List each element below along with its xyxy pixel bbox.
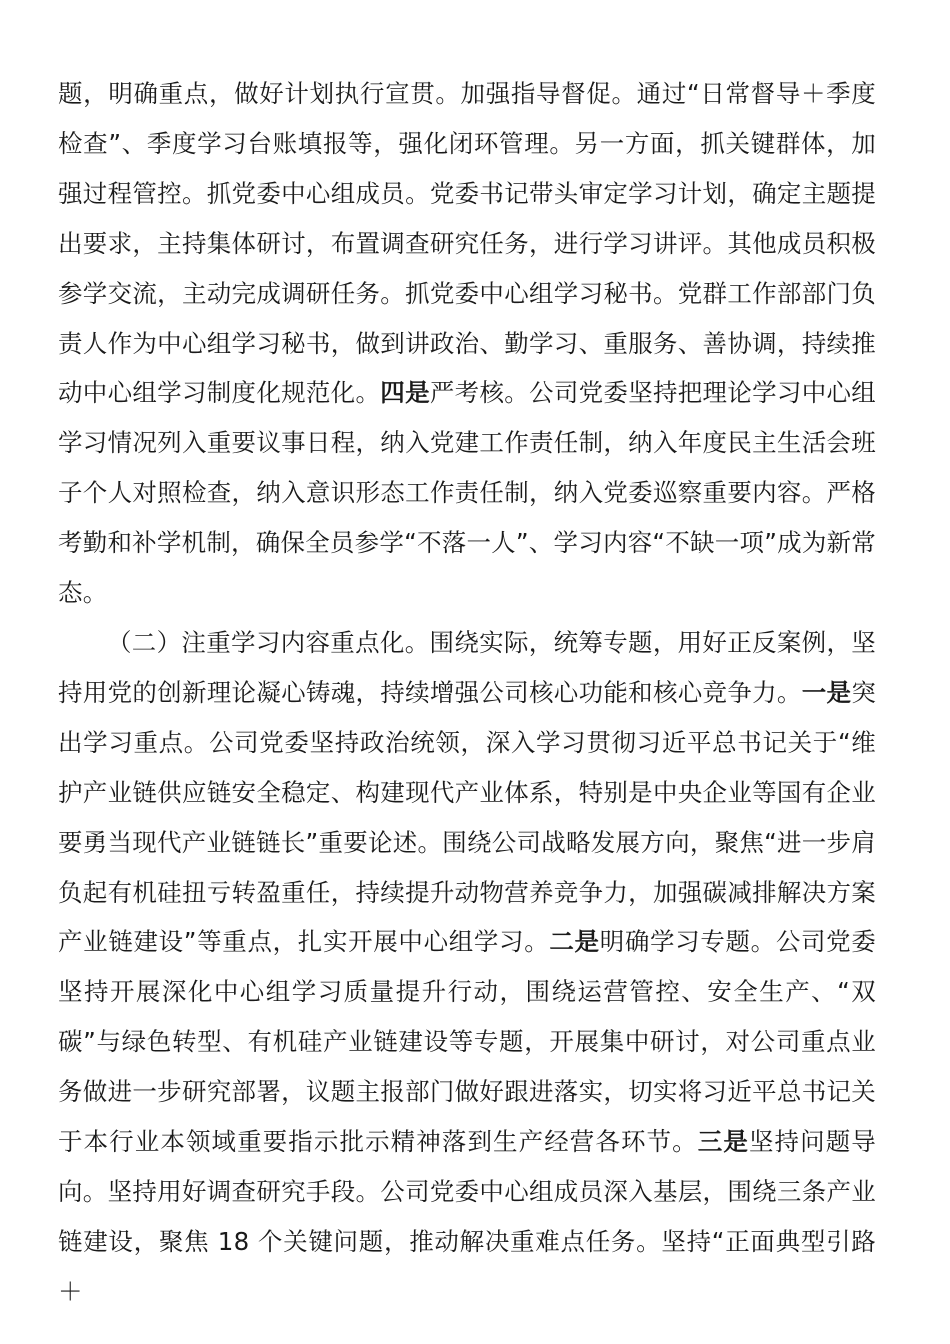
document-page	[58, 69, 876, 1317]
paragraph-1-keyword-siis: 四是	[380, 378, 430, 408]
paragraph-1-text-cont: 严考核。公司党委坚持把理论学习中心组学习情况列入重要议事日程，纳入党建工作责任制，纳入年度民主生活会班子个人对照检查，纳入意识形态工作责任制，纳入党委巡察重要内容。严格考勤和补学机制，确保全员参学“不落一人”、学习内容“不缺一项”成为新常态。	[58, 378, 877, 608]
paragraph-2	[58, 618, 876, 1317]
paragraph-2-text-c: 坚持问题导向。坚持用好调查研究手段。公司党委中心组成员深入基层，围绕三条产业链建设，聚焦 18 个关键问题，推动解决重难点任务。坚持“正面典型引路＋	[58, 1127, 876, 1306]
paragraph-1-text: 题，明确重点，做好计划执行宣贯。加强指导督促。通过“日常督导＋季度检查”、季度学习台账填报等，强化闭环管理。另一方面，抓关键群体，加强过程管控。抓党委中心组成员。党委书记带头审定学习计划，确定主题提出要求，主持集体研讨，布置调查研究任务，进行学习讲评。其他成员积极参学交流，主动完成调研任务。抓党委中心组学习秘书。党群工作部部门负责人作为中心组学习秘书，做到讲政治、勤学习、重服务、善协调，持续推动中心组学习制度化规范化。	[58, 79, 876, 408]
paragraph-2-text-b: 明确学习专题。公司党委坚持开展深化中心组学习质量提升行动，围绕运营管控、安全生产、“双碳”与绿色转型、有机硅产业链建设等专题，开展集中研讨，对公司重点业务做进一步研究部署，议题主报部门做好跟进落实，切实将习近平总书记关于本行业本领域重要指示批示精神落到生产经营各环节。	[58, 927, 876, 1157]
paragraph-2-keyword-yishi: 一是	[801, 677, 852, 707]
paragraph-2-keyword-sanshi: 三是	[697, 1127, 749, 1157]
paragraph-2-heading-text: （二）注重学习内容重点化。围绕实际，统筹专题，用好正反案例，坚持用党的创新理论凝心铸魂，持续增强公司核心功能和核心竞争力。	[58, 627, 876, 707]
paragraph-2-keyword-ershi: 二是	[549, 927, 600, 957]
paragraph-2-text-a: 突出学习重点。公司党委坚持政治统领，深入学习贯彻习近平总书记关于“维护产业链供应链安全稳定、构建现代产业体系，特别是中央企业等国有企业要勇当现代产业链链长”重要论述。围绕公司战略发展方向，聚焦“进一步肩负起有机硅扭亏转盈重任，持续提升动物营养竞争力，加强碳减排解决方案产业链建设”等重点，扎实开展中心组学习。	[58, 677, 877, 957]
paragraph-1	[58, 69, 876, 618]
